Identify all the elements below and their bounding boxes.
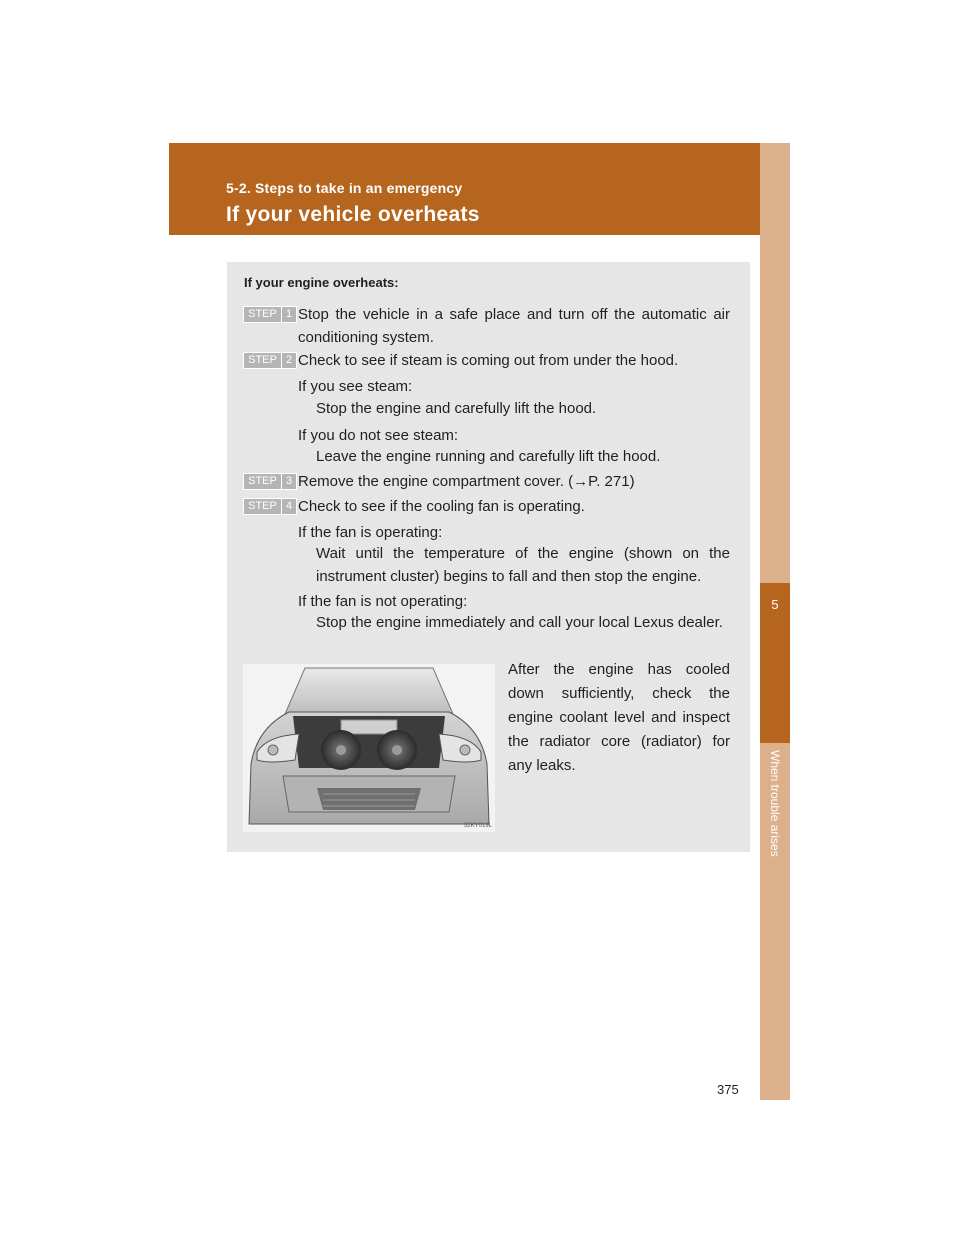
step-1-text: Stop the vehicle in a safe place and turn off the automatic air conditioning system. [298,306,730,346]
chapter-title-tab [760,742,790,882]
step-badge-2 [243,352,297,369]
step-4-text: Check to see if the cooling fan is operating. [298,498,585,515]
chapter-title: When trouble arises [768,750,782,857]
car-front-illustration [243,664,495,832]
step-badge-4 [243,498,297,515]
step-label: STEP [248,308,277,320]
step-badge-1 [243,306,297,323]
chapter-number: 5 [771,597,779,612]
figure-code: 52KY019L [463,823,492,829]
chapter-number-box [760,583,790,743]
step-2-text: Check to see if steam is coming out from under the hood. [298,352,679,369]
step-label: STEP [248,500,277,512]
step-4-case-2-condition: If the fan is not operating: [298,593,468,610]
step-label: STEP [248,475,277,487]
step-4-case-1-condition: If the fan is operating: [298,524,443,541]
step-2-case-2-action: Leave the engine running and carefully lift the hood. [316,448,661,465]
step-2-case-2-condition: If you do not see steam: [298,427,459,444]
step-4-case-2-action: Stop the engine immediately and call your local Lexus dealer. [316,614,723,631]
page-title: If your vehicle overheats [226,203,480,226]
intro-heading: If your engine overheats: [244,275,399,290]
engine-compartment-illustration [243,664,495,832]
content-panel [227,262,750,852]
step-3-text: Remove the engine compartment cover. (→P. 271) [298,473,635,490]
page-number: 375 [717,1082,739,1097]
step-number: 4 [281,499,296,514]
section-header [169,143,760,235]
step-number: 1 [281,307,296,322]
step-number: 3 [281,474,296,489]
step-number: 2 [281,353,296,368]
section-label: 5-2. Steps to take in an emergency [226,180,463,196]
step-5-text: After the engine has cooled down sufficiently, check the engine coolant level and inspect the radiator core (radiator) for any leaks. [508,661,730,774]
step-2-case-1-action: Stop the engine and carefully lift the hood. [316,400,597,417]
step-2-case-1-condition: If you see steam: [298,378,413,395]
step-4-case-1-action: Wait until the temperature of the engine (shown on the instrument cluster) begins to fall and then stop the engine. [316,545,730,585]
step-label: STEP [248,354,277,366]
step-badge-3 [243,473,297,490]
